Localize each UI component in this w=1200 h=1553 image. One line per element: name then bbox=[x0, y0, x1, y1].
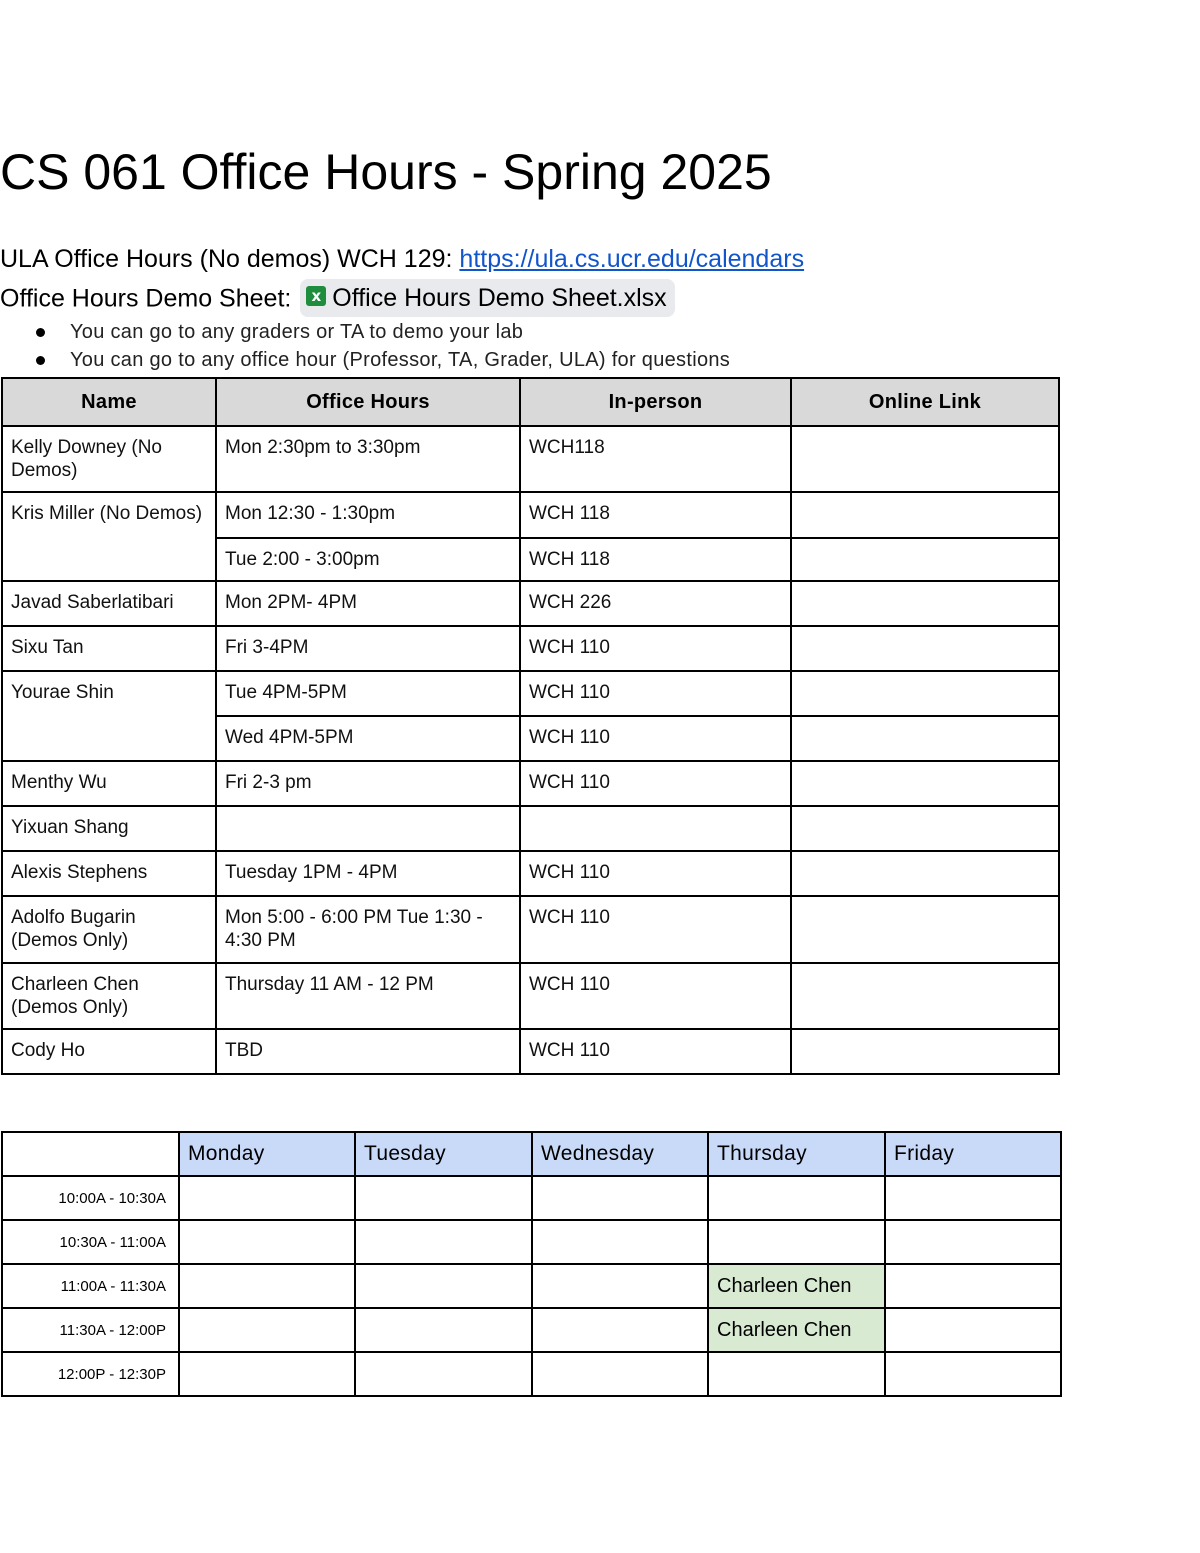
table-header-row bbox=[2, 378, 1059, 426]
schedule-cell-wednesday bbox=[532, 1264, 708, 1308]
schedule-cell-thursday bbox=[708, 1220, 885, 1264]
schedule-row bbox=[2, 1220, 1061, 1264]
cell-office-hours: Wed 4PM-5PM bbox=[216, 716, 520, 761]
column-header-online-link: Online Link bbox=[791, 378, 1059, 426]
schedule-cell-wednesday bbox=[532, 1352, 708, 1396]
cell-name: Kris Miller (No Demos) bbox=[2, 492, 216, 581]
schedule-cell-monday bbox=[179, 1176, 355, 1220]
schedule-row bbox=[2, 1308, 1061, 1352]
cell-office-hours: Mon 2:30pm to 3:30pm bbox=[216, 426, 520, 492]
cell-office-hours: Fri 3-4PM bbox=[216, 626, 520, 671]
table-row bbox=[2, 426, 1059, 492]
page-title: CS 061 Office Hours - Spring 2025 bbox=[0, 144, 772, 200]
table-row bbox=[2, 626, 1059, 671]
notes-list bbox=[0, 318, 730, 374]
cell-in-person: WCH 226 bbox=[520, 581, 791, 626]
cell-online-link[interactable] bbox=[791, 896, 1059, 963]
schedule-cell-monday bbox=[179, 1308, 355, 1352]
cell-office-hours: Tuesday 1PM - 4PM bbox=[216, 851, 520, 896]
cell-online-link[interactable] bbox=[791, 716, 1059, 761]
schedule-row bbox=[2, 1176, 1061, 1220]
schedule-cell-friday bbox=[885, 1352, 1061, 1396]
schedule-cell-thursday bbox=[708, 1176, 885, 1220]
table-row bbox=[2, 671, 1059, 716]
schedule-cell-tuesday bbox=[355, 1308, 532, 1352]
cell-office-hours: TBD bbox=[216, 1029, 520, 1074]
day-header-monday: Monday bbox=[179, 1132, 355, 1176]
schedule-cell-monday bbox=[179, 1352, 355, 1396]
cell-office-hours: Mon 2PM- 4PM bbox=[216, 581, 520, 626]
table-row bbox=[2, 761, 1059, 806]
schedule-cell-thursday: Charleen Chen bbox=[708, 1264, 885, 1308]
list-item bbox=[0, 318, 730, 346]
list-item bbox=[0, 346, 730, 374]
cell-name: Yixuan Shang bbox=[2, 806, 216, 851]
cell-office-hours: Thursday 11 AM - 12 PM bbox=[216, 963, 520, 1029]
schedule-cell-friday bbox=[885, 1220, 1061, 1264]
demo-sheet-line bbox=[0, 281, 675, 319]
cell-in-person: WCH 118 bbox=[520, 492, 791, 538]
cell-in-person: WCH 110 bbox=[520, 716, 791, 761]
cell-in-person: WCH 118 bbox=[520, 538, 791, 581]
cell-online-link[interactable] bbox=[791, 761, 1059, 806]
cell-online-link[interactable] bbox=[791, 626, 1059, 671]
table-row bbox=[2, 492, 1059, 538]
cell-in-person: WCH 110 bbox=[520, 671, 791, 716]
bullet-text: You can go to any graders or TA to demo your lab bbox=[70, 321, 524, 343]
cell-name: Alexis Stephens bbox=[2, 851, 216, 896]
day-header-wednesday: Wednesday bbox=[532, 1132, 708, 1176]
time-slot-label: 10:30A - 11:00A bbox=[2, 1220, 179, 1264]
cell-in-person: WCH 110 bbox=[520, 626, 791, 671]
schedule-cell-friday bbox=[885, 1176, 1061, 1220]
schedule-header-row bbox=[2, 1132, 1061, 1176]
weekly-schedule-table bbox=[1, 1131, 1062, 1397]
bullet-text: You can go to any office hour (Professor, TA, Grader, ULA) for questions bbox=[70, 349, 731, 371]
schedule-row bbox=[2, 1264, 1061, 1308]
bullet-icon bbox=[36, 328, 45, 337]
time-slot-label: 11:00A - 11:30A bbox=[2, 1264, 179, 1308]
table-row bbox=[2, 806, 1059, 851]
schedule-cell-wednesday bbox=[532, 1220, 708, 1264]
table-row bbox=[2, 896, 1059, 963]
cell-office-hours: Tue 2:00 - 3:00pm bbox=[216, 538, 520, 581]
time-slot-label: 12:00P - 12:30P bbox=[2, 1352, 179, 1396]
table-row bbox=[2, 963, 1059, 1029]
table-row bbox=[2, 581, 1059, 626]
cell-online-link[interactable] bbox=[791, 581, 1059, 626]
cell-name: Javad Saberlatibari bbox=[2, 581, 216, 626]
excel-file-icon: x bbox=[306, 286, 326, 306]
demo-sheet-file-name: Office Hours Demo Sheet.xlsx bbox=[332, 284, 667, 312]
cell-office-hours: Fri 2-3 pm bbox=[216, 761, 520, 806]
schedule-cell-monday bbox=[179, 1220, 355, 1264]
cell-name: Yourae Shin bbox=[2, 671, 216, 761]
ula-office-hours-line bbox=[0, 242, 804, 276]
schedule-row bbox=[2, 1352, 1061, 1396]
cell-name: Kelly Downey (No Demos) bbox=[2, 426, 216, 492]
column-header-in-person: In-person bbox=[520, 378, 791, 426]
demo-sheet-file-chip[interactable] bbox=[300, 279, 674, 317]
schedule-cell-tuesday bbox=[355, 1352, 532, 1396]
cell-name: Adolfo Bugarin (Demos Only) bbox=[2, 896, 216, 963]
cell-in-person: WCH 110 bbox=[520, 896, 791, 963]
cell-in-person: WCH 110 bbox=[520, 963, 791, 1029]
ula-line-prefix: ULA Office Hours (No demos) WCH 129: bbox=[0, 245, 460, 273]
ula-calendar-link[interactable]: https://ula.cs.ucr.edu/calendars bbox=[459, 245, 805, 273]
column-header-name: Name bbox=[2, 378, 216, 426]
cell-office-hours bbox=[216, 806, 520, 851]
cell-name: Menthy Wu bbox=[2, 761, 216, 806]
day-header-tuesday: Tuesday bbox=[355, 1132, 532, 1176]
cell-online-link[interactable] bbox=[791, 851, 1059, 896]
cell-office-hours: Mon 12:30 - 1:30pm bbox=[216, 492, 520, 538]
cell-office-hours: Tue 4PM-5PM bbox=[216, 671, 520, 716]
day-header-friday: Friday bbox=[885, 1132, 1061, 1176]
schedule-cell-monday bbox=[179, 1264, 355, 1308]
office-hours-table bbox=[1, 377, 1060, 1075]
schedule-cell-thursday bbox=[708, 1352, 885, 1396]
cell-name: Sixu Tan bbox=[2, 626, 216, 671]
bullet-icon bbox=[36, 356, 45, 365]
cell-in-person: WCH 110 bbox=[520, 761, 791, 806]
time-slot-label: 11:30A - 12:00P bbox=[2, 1308, 179, 1352]
cell-online-link[interactable] bbox=[791, 806, 1059, 851]
schedule-cell-tuesday bbox=[355, 1220, 532, 1264]
cell-online-link[interactable] bbox=[791, 426, 1059, 492]
table-row bbox=[2, 851, 1059, 896]
cell-in-person: WCH118 bbox=[520, 426, 791, 492]
schedule-cell-wednesday bbox=[532, 1176, 708, 1220]
day-header-thursday: Thursday bbox=[708, 1132, 885, 1176]
schedule-cell-tuesday bbox=[355, 1176, 532, 1220]
schedule-cell-wednesday bbox=[532, 1308, 708, 1352]
column-header-office-hours: Office Hours bbox=[216, 378, 520, 426]
time-slot-label: 10:00A - 10:30A bbox=[2, 1176, 179, 1220]
cell-online-link[interactable] bbox=[791, 671, 1059, 716]
schedule-cell-tuesday bbox=[355, 1264, 532, 1308]
cell-name: Charleen Chen (Demos Only) bbox=[2, 963, 216, 1029]
demo-sheet-prefix: Office Hours Demo Sheet: bbox=[0, 284, 299, 313]
cell-name: Cody Ho bbox=[2, 1029, 216, 1074]
schedule-cell-friday bbox=[885, 1308, 1061, 1352]
cell-office-hours: Mon 5:00 - 6:00 PM Tue 1:30 - 4:30 PM bbox=[216, 896, 520, 963]
cell-online-link[interactable] bbox=[791, 963, 1059, 1029]
cell-in-person: WCH 110 bbox=[520, 851, 791, 896]
table-row bbox=[2, 1029, 1059, 1074]
schedule-cell-thursday: Charleen Chen bbox=[708, 1308, 885, 1352]
cell-online-link[interactable] bbox=[791, 538, 1059, 581]
cell-in-person: WCH 110 bbox=[520, 1029, 791, 1074]
cell-online-link[interactable] bbox=[791, 1029, 1059, 1074]
schedule-cell-friday bbox=[885, 1264, 1061, 1308]
cell-online-link[interactable] bbox=[791, 492, 1059, 538]
cell-in-person bbox=[520, 806, 791, 851]
schedule-corner-cell bbox=[2, 1132, 179, 1176]
